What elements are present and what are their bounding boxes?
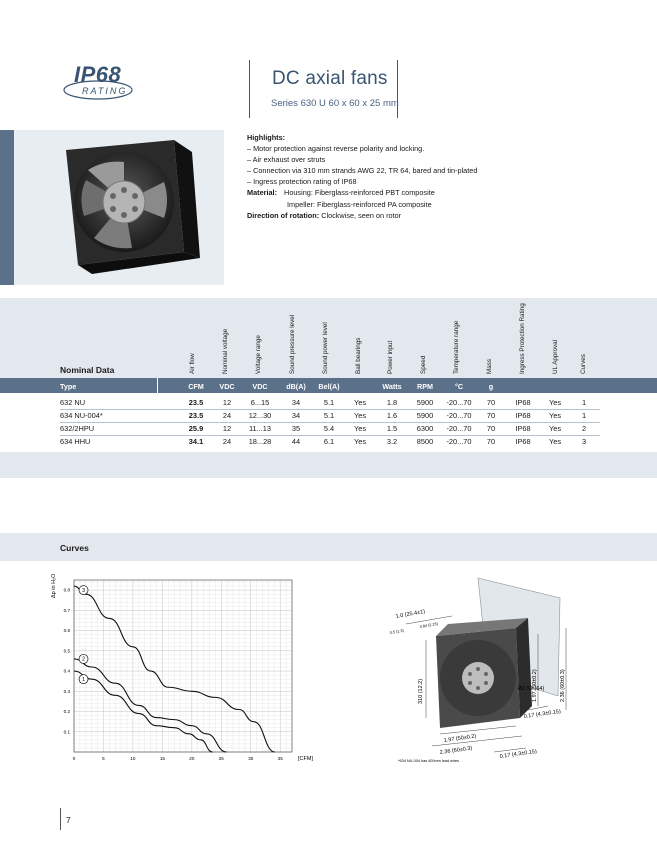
cell-curves: 2 <box>581 424 587 433</box>
cell-sound-pressure: 44 <box>291 437 301 446</box>
cell-ip-rating: IP68 <box>515 437 531 446</box>
dimension-drawing <box>388 578 588 768</box>
cell-sound-pressure: 34 <box>291 398 301 407</box>
page-subtitle: Series 630 U 60 x 60 x 25 mm <box>271 98 399 109</box>
unit-cfm: CFM <box>188 382 204 391</box>
cell-temperature: -20...70 <box>446 398 472 407</box>
title-divider-left <box>249 60 250 118</box>
cell-speed: 6300 <box>416 424 434 433</box>
page-title: DC axial fans <box>272 68 388 89</box>
material-line <box>247 187 627 198</box>
cell-type: 634 HHU <box>60 437 91 446</box>
highlight-item: – Motor protection against reverse polarity and locking. <box>247 144 425 154</box>
curves-section-band <box>0 533 657 561</box>
curve-label: 3 <box>82 587 85 594</box>
dim-bottom-small: 0.17 (4.3±0.15) <box>499 748 538 760</box>
y-tick-label: 0.1 <box>63 729 70 735</box>
highlight-item: – Air exhaust over struts <box>247 155 326 165</box>
cell-voltage-range: 12...30 <box>248 411 272 420</box>
dim-small-b: 0.84 (2.15) <box>419 621 439 629</box>
table-row <box>0 397 657 409</box>
footer-divider <box>60 808 61 830</box>
unit-grams: g <box>488 382 494 391</box>
unit-type: Type <box>60 382 77 391</box>
cell-temperature: -20...70 <box>446 411 472 420</box>
cell-sound-power: 6.1 <box>323 437 335 446</box>
cell-ul-approval: Yes <box>548 437 562 446</box>
x-tick-label: 25 <box>218 756 224 761</box>
y-tick-label: 0.5 <box>63 648 70 654</box>
y-tick-label: 0.4 <box>63 668 70 674</box>
cell-ball-bearings: Yes <box>353 424 367 433</box>
rotation-value: Clockwise, seen on rotor <box>321 210 402 220</box>
x-tick-label: 10 <box>130 756 136 761</box>
dim-bottom-outer: 2.36 (60±0.3) <box>439 745 473 756</box>
chart-ticks <box>64 588 284 761</box>
cell-air-flow: 23.5 <box>188 398 204 407</box>
page-number: 7 <box>66 815 71 825</box>
curve-label: 2 <box>82 656 85 663</box>
nominal-data-title: Nominal Data <box>60 365 115 375</box>
x-tick-label: 5 <box>102 756 105 761</box>
cell-voltage-range: 18...28 <box>248 437 272 446</box>
cell-ul-approval: Yes <box>548 398 562 407</box>
col-header-air-flow: Air flow <box>189 353 196 374</box>
left-accent-strip <box>0 130 14 285</box>
col-header-power-input: Power input <box>387 340 394 374</box>
cell-air-flow: 23.5 <box>188 411 204 420</box>
unit-dba: dB(A) <box>286 382 306 391</box>
col-header-voltage-range: Voltage range <box>255 335 262 374</box>
y-tick-label: 0.3 <box>63 688 70 694</box>
cell-ball-bearings: Yes <box>353 437 367 446</box>
cell-power-input: 1.8 <box>386 398 398 407</box>
cell-mass: 70 <box>486 437 496 446</box>
dim-side-small: 0.17 (4.3±0.15) <box>523 708 562 720</box>
x-tick-label: 20 <box>189 756 195 761</box>
cell-sound-pressure: 34 <box>291 411 301 420</box>
cell-air-flow: 34.1 <box>188 437 204 446</box>
cell-ball-bearings: Yes <box>353 411 367 420</box>
logo-main-text: IP68 <box>74 62 122 87</box>
cell-speed: 8500 <box>416 437 434 446</box>
unit-rpm: RPM <box>417 382 433 391</box>
drawing-footnote: *634 NU-004 has 400mm lead wires <box>398 759 459 763</box>
cell-curves: 1 <box>581 398 587 407</box>
cell-voltage-range: 6...15 <box>250 398 270 407</box>
dim-inner-height: 1.97 (50±0.2) <box>532 669 538 702</box>
cell-speed: 5900 <box>416 398 434 407</box>
cell-type: 634 NU-004* <box>60 411 103 420</box>
col-header-curves: Curves <box>580 354 587 374</box>
cell-nominal-voltage: 12 <box>222 398 232 407</box>
cell-type: 632 NU <box>60 398 86 407</box>
fan-product-photo <box>14 130 224 285</box>
col-header-speed: Speed <box>420 355 427 374</box>
curves-section-title: Curves <box>60 543 89 553</box>
cell-ip-rating: IP68 <box>515 398 531 407</box>
cell-curves: 1 <box>581 411 587 420</box>
dim-strand-length: 310 (12.2) <box>418 678 424 704</box>
cell-mass: 70 <box>486 424 496 433</box>
cell-mass: 70 <box>486 411 496 420</box>
unit-vdc-range: VDC <box>252 382 268 391</box>
col-header-sound-pressure: Sound pressure level <box>289 314 296 374</box>
x-tick-label: 15 <box>159 756 165 761</box>
rotation-line <box>247 210 627 221</box>
cell-type: 632/2HPU <box>60 424 95 433</box>
unit-bela: Bel(A) <box>318 382 340 391</box>
unit-celsius: °C <box>454 382 464 391</box>
y-tick-label: 0.2 <box>63 709 70 715</box>
dim-depth: 1.0 (25.4±1) <box>395 608 426 620</box>
unit-watts: Watts <box>382 382 402 391</box>
x-tick-label: 35 <box>277 756 283 761</box>
cell-speed: 5900 <box>416 411 434 420</box>
table-footer-band <box>0 452 657 478</box>
cell-ul-approval: Yes <box>548 411 562 420</box>
col-header-temperature-range: Temperature range <box>453 320 460 374</box>
cell-nominal-voltage: 24 <box>222 411 232 420</box>
table-row <box>0 436 657 448</box>
cell-temperature: -20...70 <box>446 437 472 446</box>
logo-sub-text: RATING <box>82 86 128 96</box>
cell-sound-power: 5.1 <box>323 398 335 407</box>
x-tick-label: 30 <box>248 756 254 761</box>
x-axis-label: [CFM] <box>298 756 313 762</box>
dim-hole-diameter: Ø2.52 (64) <box>518 686 545 692</box>
cell-sound-power: 5.4 <box>323 424 335 433</box>
cell-air-flow: 25.9 <box>188 424 204 433</box>
y-tick-label: 0.6 <box>63 628 70 634</box>
cell-ip-rating: IP68 <box>515 424 531 433</box>
material-impeller: Impeller: Fiberglass-reinforced PA composite <box>287 199 432 209</box>
cell-ball-bearings: Yes <box>353 398 367 407</box>
col-header-ip-rating: Ingress Protection Rating <box>519 303 526 374</box>
ip68-rating-logo <box>60 62 138 102</box>
cell-mass: 70 <box>486 398 496 407</box>
cell-power-input: 3.2 <box>386 437 398 446</box>
highlight-item: – Connection via 310 mm strands AWG 22, TR 64, bared and tin-plated <box>247 166 478 176</box>
unit-vdc: VDC <box>219 382 235 391</box>
y-tick-label: 0.7 <box>63 607 70 613</box>
dim-small-a: 0.5 (1.3) <box>389 628 405 635</box>
cell-sound-power: 5.1 <box>323 411 335 420</box>
cell-nominal-voltage: 12 <box>222 424 232 433</box>
y-axis-label: Δp in H₂O <box>51 573 57 598</box>
col-header-mass: Mass <box>486 358 493 374</box>
cell-curves: 3 <box>581 437 587 446</box>
performance-curve-chart <box>52 572 328 780</box>
x-tick-label: 0 <box>72 756 76 761</box>
highlights-block <box>247 132 627 221</box>
cell-sound-pressure: 35 <box>291 424 301 433</box>
cell-power-input: 1.5 <box>386 424 398 433</box>
cell-voltage-range: 11...13 <box>248 424 272 433</box>
cell-temperature: -20...70 <box>446 424 472 433</box>
rotation-label: Direction of rotation: <box>247 210 320 220</box>
cell-ul-approval: Yes <box>548 424 562 433</box>
curve-label: 1 <box>82 676 85 683</box>
col-header-ul-approval: UL Approval <box>552 339 559 374</box>
material-label: Material: <box>247 188 278 198</box>
highlights-heading: Highlights: <box>247 133 286 142</box>
col-header-nominal-voltage: Nominal voltage <box>222 328 229 374</box>
material-housing: Housing: Fiberglass-reinforced PBT composite <box>284 188 435 198</box>
col-header-ball-bearings: Ball bearings <box>355 337 362 374</box>
table-row <box>0 410 657 422</box>
fan-photo-image <box>14 130 224 285</box>
highlight-item: – Ingress protection rating of IP68 <box>247 177 357 187</box>
table-row <box>0 423 657 435</box>
col-header-sound-power: Sound power level <box>322 322 329 374</box>
y-tick-label: 0.8 <box>63 587 70 593</box>
dim-bottom-inner: 1.97 (50±0.2) <box>443 733 477 744</box>
cell-ip-rating: IP68 <box>515 411 531 420</box>
title-divider-right <box>397 60 398 118</box>
dim-outer-height: 2.36 (60±0.3) <box>560 669 566 702</box>
cell-power-input: 1.6 <box>386 411 398 420</box>
cell-nominal-voltage: 24 <box>222 437 232 446</box>
